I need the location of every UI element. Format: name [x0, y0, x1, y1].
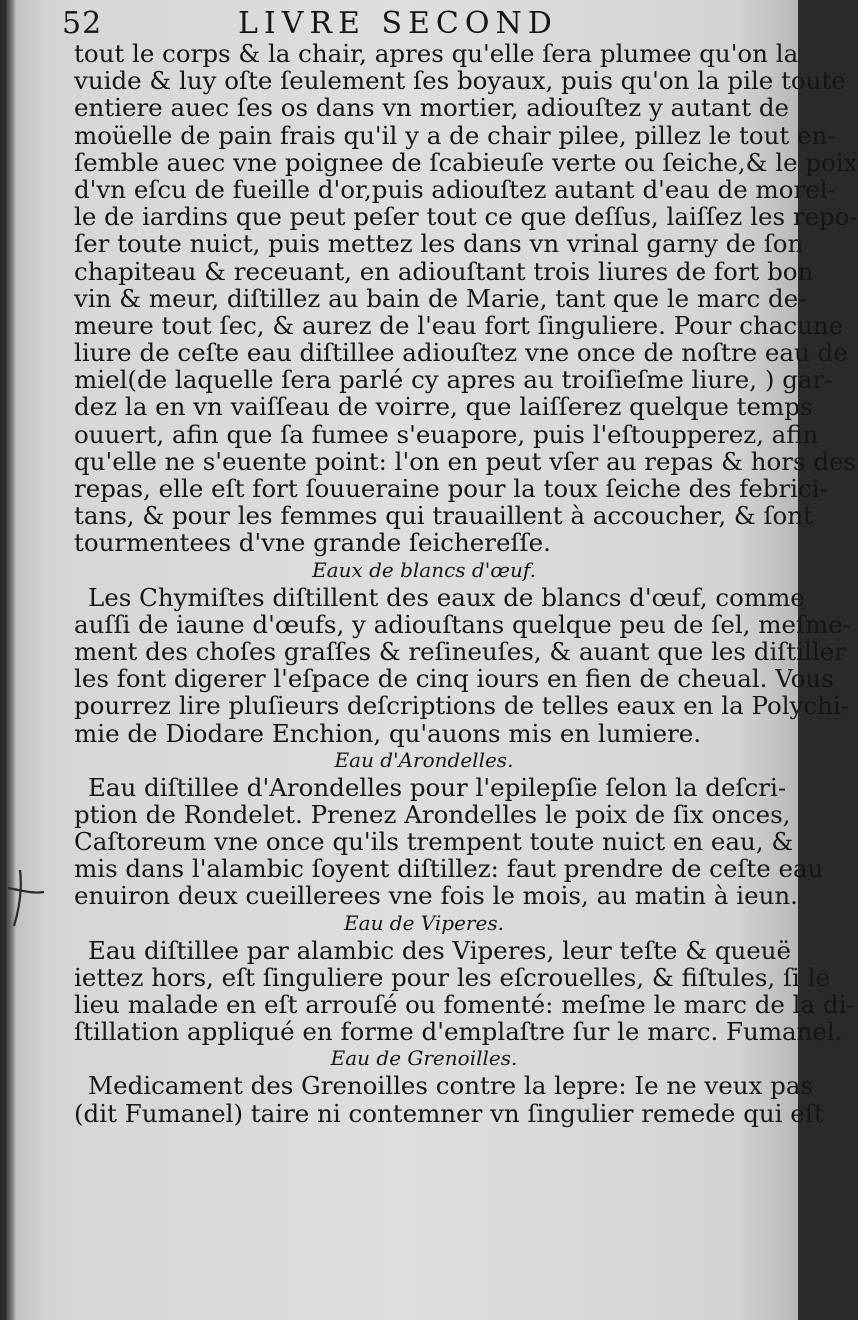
section-heading: Eau de Viperes. [344, 910, 504, 935]
text-line: Les Chymiſtes diſtillent des eaux de blancs d'œuf, comme [88, 582, 805, 612]
text-line: moüelle de pain frais qu'il y a de chair pilee, pillez le tout en- [74, 120, 836, 150]
text-line: mie de Diodare Enchion, qu'auons mis en lumiere. [74, 718, 702, 748]
text-line: tout le corps & la chair, apres qu'elle ſera plumee qu'on la [74, 39, 799, 68]
text-line: ſtillation appliqué en forme d'emplaſtre ſur le marc. Fumanel. [74, 1017, 843, 1047]
text-line: le de iardins que peut peſer tout ce que deſſus, laiſſez les repo- [74, 202, 858, 232]
text-line: lieu malade en eſt arrouſé ou fomenté: meſme le marc de la di- [74, 990, 855, 1019]
book-page [6, 0, 858, 1320]
text-line: Eau diſtillee d'Arondelles pour l'epilepſie ſelon la deſcri- [88, 772, 787, 802]
text-line: Medicament des Grenoilles contre la lepre: Ie ne veux pas [88, 1071, 814, 1101]
body-text [74, 39, 858, 1128]
text-line: d'vn eſcu de fueille d'or,puis adiouſtez autant d'eau de morel- [74, 174, 836, 204]
text-line: ſemble auec vne poignee de ſcabieuſe verte ou ſeiche,& le poix [74, 147, 858, 177]
text-line: vin & meur, diſtillez au bain de Marie, tant que le marc de- [74, 283, 807, 313]
running-head: LIVRE SECOND [238, 6, 558, 41]
text-line: repas, elle eſt fort ſouueraine pour la toux ſeiche des febrici- [74, 474, 828, 503]
text-line: ment des choſes graſſes & reſineuſes, & auant que les diſtiller [74, 636, 846, 666]
text-line: ſer toute nuict, puis mettez les dans vn vrinal garny de ſon [74, 229, 804, 259]
text-line: liure de ceſte eau diſtillee adiouſtez vne once de noſtre eau de [74, 338, 848, 368]
text-line: les font digerer l'eſpace de cinq iours en fien de cheual. Vous [74, 664, 834, 694]
text-line: vuide & luy oſte ſeulement ſes boyaux, puis qu'on la pile toute [74, 66, 846, 96]
text-line: (dit Fumanel) taire ni contemner vn ſingulier remede qui eſt [74, 1098, 824, 1128]
text-line: qu'elle ne s'euente point: l'on en peut vſer au repas & hors des [74, 446, 857, 476]
text-line: miel(de laquelle ſera parlé cy apres au troiſieſme liure, ) gar- [74, 365, 833, 395]
section-heading: Eaux de blancs d'œuf. [312, 557, 536, 582]
text-line: ption de Rondelet. Prenez Arondelles le poix de ſix onces, [74, 799, 791, 829]
text-line: entiere auec ſes os dans vn mortier, adiouſtez y autant de [74, 93, 790, 123]
text-line: iettez hors, eſt ſinguliere pour les eſcrouelles, & fiſtules, ſi le [74, 962, 831, 992]
text-line: chapiteau & receuant, en adiouſtant trois liures de fort bon [74, 256, 814, 286]
page-header [6, 6, 798, 42]
text-line: Caſtoreum vne once qu'ils trempent toute nuict en eau, & [74, 827, 794, 857]
text-line: tourmentees d'vne grande ſeichereſſe. [74, 528, 551, 558]
text-line: Eau diſtillee par alambic des Viperes, leur teſte & queuë [88, 935, 792, 965]
section-heading: Eau de Grenoilles. [330, 1046, 518, 1071]
section-heading: Eau d'Arondelles. [334, 747, 514, 772]
text-line: ouuert, afin que ſa fumee s'euapore, puis l'eſtoupperez, afin [74, 419, 819, 449]
text-line: dez la en vn vaiſſeau de voirre, que laiſſerez quelque temps [74, 392, 813, 422]
margin-cross-mark [6, 868, 46, 928]
page-gutter-shadow [6, 0, 16, 1320]
page-number: 52 [62, 6, 103, 41]
text-line: mis dans l'alambic ſoyent diſtillez: faut prendre de ceſte eau [74, 854, 824, 884]
text-line: meure tout ſec, & aurez de l'eau fort ſinguliere. Pour chacune [74, 310, 844, 340]
text-line: enuiron deux cueillerees vne fois le mois, au matin à ieun. [74, 881, 798, 911]
text-line: tans, & pour les femmes qui trauaillent à accoucher, & ſont [74, 501, 813, 531]
text-line: pourrez lire pluſieurs deſcriptions de telles eaux en la Polychi- [74, 691, 849, 721]
text-line: auſſi de iaune d'œufs, y adiouſtans quelque peu de ſel, meſme- [74, 609, 852, 639]
